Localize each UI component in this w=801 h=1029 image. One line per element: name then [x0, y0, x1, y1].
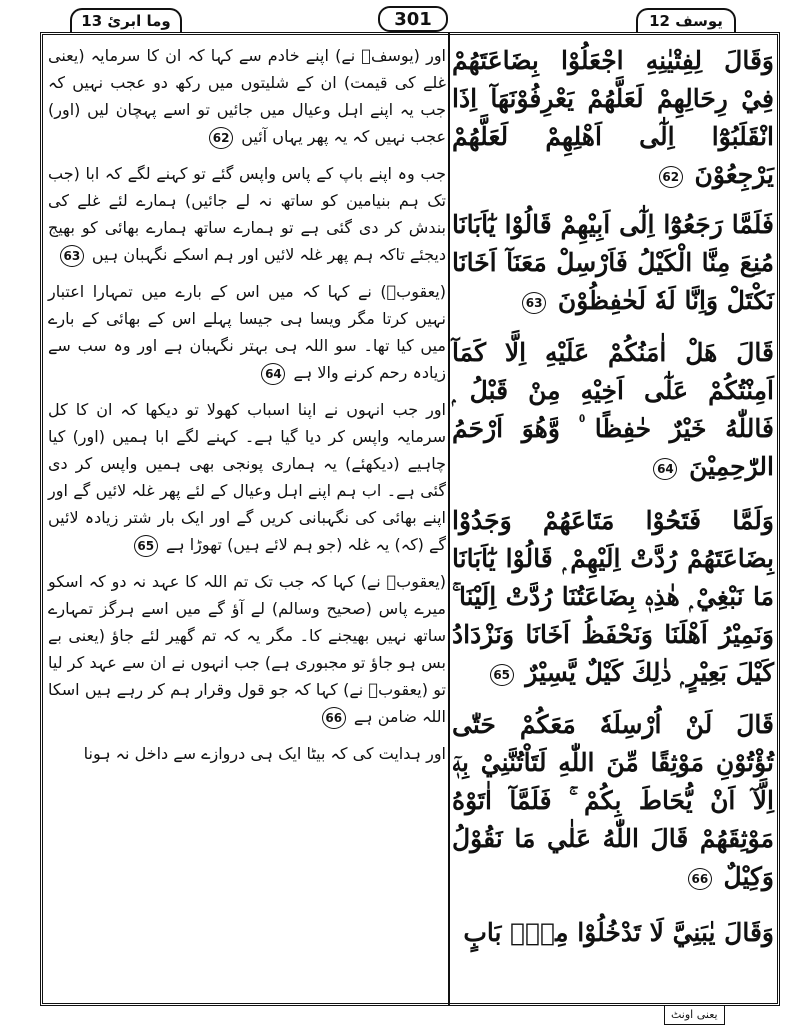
ayah-number-64: 64: [653, 458, 677, 480]
ayah-number-65: 65: [490, 664, 514, 686]
arabic-verse-66: قَالَ لَنْ اُرْسِلَهٗ مَعَكُمْ حَتّٰى تُؤْتُوْنِ مَوْثِقًا مِّنَ اللّٰهِ لَتَاْتُنَّنِيْ بِهٖٓ اِلَّآ اَنْ يُّحَاطَ بِكُمْ ۚ فَلَمَّآ اٰتَوْهُ مَوْثِقَهُمْ قَالَ اللّٰهُ عَلٰي مَا نَقُوْلُ وَكِيْلٌ 66: [452, 710, 774, 891]
arabic-verse-62: وَقَالَ لِفِتْيٰنِهِ اجْعَلُوْا بِضَاعَتَهُمْ فِيْ رِحَالِهِمْ لَعَلَّهُمْ يَعْرِفُوْنَهَآ اِذَا انْقَلَبُوْٓا اِلٰٓى اَهْلِهِمْ لَعَلَّهُمْ يَرْجِعُوْنَ 62: [452, 46, 774, 189]
urdu-ayah-number-66: 66: [322, 707, 346, 729]
urdu-ayah-number-62: 62: [209, 127, 233, 149]
surah-label: یوسف 12: [636, 8, 736, 32]
urdu-translation-63: جب وہ اپنے باپ کے پاس واپس گئے تو کہنے لگے کہ ابا (جب تک ہم بنیامین کو ساتھ نہ لے جائیں) ہمارے لئے غلے کی بندش کر دی گئی ہے تو ہمارے ساتھ ہمارے بھائی کو بھیج دیجئے تاکہ ہم پھر غلہ لائیں اور ہم اسکے نگہبان ہیں 63: [48, 160, 446, 268]
arabic-verse-67-start: وَقَالَ يٰبَنِيَّ لَا تَدْخُلُوْا مِنْۢ بَابٍ: [463, 918, 774, 947]
juz-label: وما ابرئ 13: [70, 8, 182, 32]
urdu-translation-62: اور (یوسفؑ نے) اپنے خادم سے کہا کہ ان کا سرمایہ (یعنی غلے کی قیمت) ان کے شلیتوں میں رکھ دو عجب نہیں کہ جب یہ اپنے اہل وعیال میں جائیں تو اسے پہچان لیں (اور) عجب نہیں کہ یہ پھر یہاں آئیں 62: [48, 42, 446, 150]
arabic-column: [452, 40, 774, 952]
arabic-verse-65: وَلَمَّا فَتَحُوْا مَتَاعَهُمْ وَجَدُوْا بِضَاعَتَهُمْ رُدَّتْ اِلَيْهِمْ ۭ قَالُوْا يٰٓاَبَانَا مَا نَبْغِيْ ۭ هٰذِهٖ بِضَاعَتُنَا رُدَّتْ اِلَيْنَا ۚ وَنَمِيْرُ اَهْلَنَا وَنَحْفَظُ اَخَانَا وَنَزْدَادُ كَيْلَ بَعِيْرٍ ۭ ذٰلِكَ كَيْلٌ يَّسِيْرٌ 65: [452, 506, 774, 687]
footnote: یعنی اونٹ: [664, 1006, 725, 1025]
urdu-ayah-number-63: 63: [60, 245, 84, 267]
urdu-translation-66: (یعقوبؑ نے) کہا کہ جب تک تم اللہ کا عہد نہ دو کہ اسکو میرے پاس (صحیح وسالم) لے آؤ گے میں اسے ہرگز تمہارے ساتھ نہیں بھیجنے کا۔ مگر یہ کہ تم گھیر لئے جاؤ (یعنی بے بس ہو جاؤ تو مجبوری ہے) جب انہوں نے ان سے عہد کر لیا تو (یعقوبؑ نے) کہا کہ جو قول وقرار ہم کر رہے ہیں اسکا اللہ ضامن ہے 66: [48, 568, 446, 730]
column-divider: [448, 32, 450, 1006]
ayah-number-62: 62: [659, 166, 683, 188]
arabic-verse-64: قَالَ هَلْ اٰمَنُكُمْ عَلَيْهِ اِلَّا كَمَآ اَمِنْتُكُمْ عَلٰٓى اَخِيْهِ مِنْ قَبْلُ ۭ فَاللّٰهُ خَيْرٌ حٰفِظًا ۠ وَّهُوَ اَرْحَمُ الرّٰحِمِيْنَ 64: [452, 338, 774, 481]
urdu-ayah-number-65: 65: [134, 535, 158, 557]
ayah-number-66: 66: [688, 868, 712, 890]
ayah-number-63: 63: [522, 292, 546, 314]
urdu-translation-64: (یعقوبؑ) نے کہا کہ میں اس کے بارے میں تمہارا اعتبار نہیں کرتا مگر ویسا ہی جیسا پہلے اس کے بھائی کے بارے میں کیا تھا۔ سو اللہ ہی بہتر نگہبان ہے اور وہ سب سے زیادہ رحم کرنے والا ہے 64: [48, 278, 446, 386]
urdu-translation-65: اور جب انہوں نے اپنا اسباب کھولا تو دیکھا کہ ان کا کل سرمایہ واپس کر دیا گیا ہے۔ کہنے لگے ابا ہمیں (اور) کیا چاہیے (دیکھئے) یہ ہماری پونجی بھی ہمیں واپس کر دی گئی ہے۔ اب ہم اپنے اہل وعیال کے لئے پھر غلہ لائیں گے اور اپنے بھائی کی نگہبانی کریں گے اور ایک بار شتر زیادہ لائیں گے (کہ) یہ غلہ (جو ہم لائے ہیں) تھوڑا ہے 65: [48, 396, 446, 558]
urdu-column: [48, 40, 446, 767]
page-number: 301: [378, 6, 448, 32]
urdu-ayah-number-64: 64: [261, 363, 285, 385]
arabic-verse-63: فَلَمَّا رَجَعُوْٓا اِلٰٓى اَبِيْهِمْ قَالُوْا يٰٓاَبَانَا مُنِعَ مِنَّا الْكَيْلُ فَاَرْسِلْ مَعَنَآ اَخَانَا نَكْتَلْ وَاِنَّا لَهٗ لَحٰفِظُوْنَ 63: [452, 210, 774, 315]
urdu-translation-67-start: اور ہدایت کی کہ بیٹا ایک ہی دروازے سے داخل نہ ہونا: [83, 744, 446, 763]
